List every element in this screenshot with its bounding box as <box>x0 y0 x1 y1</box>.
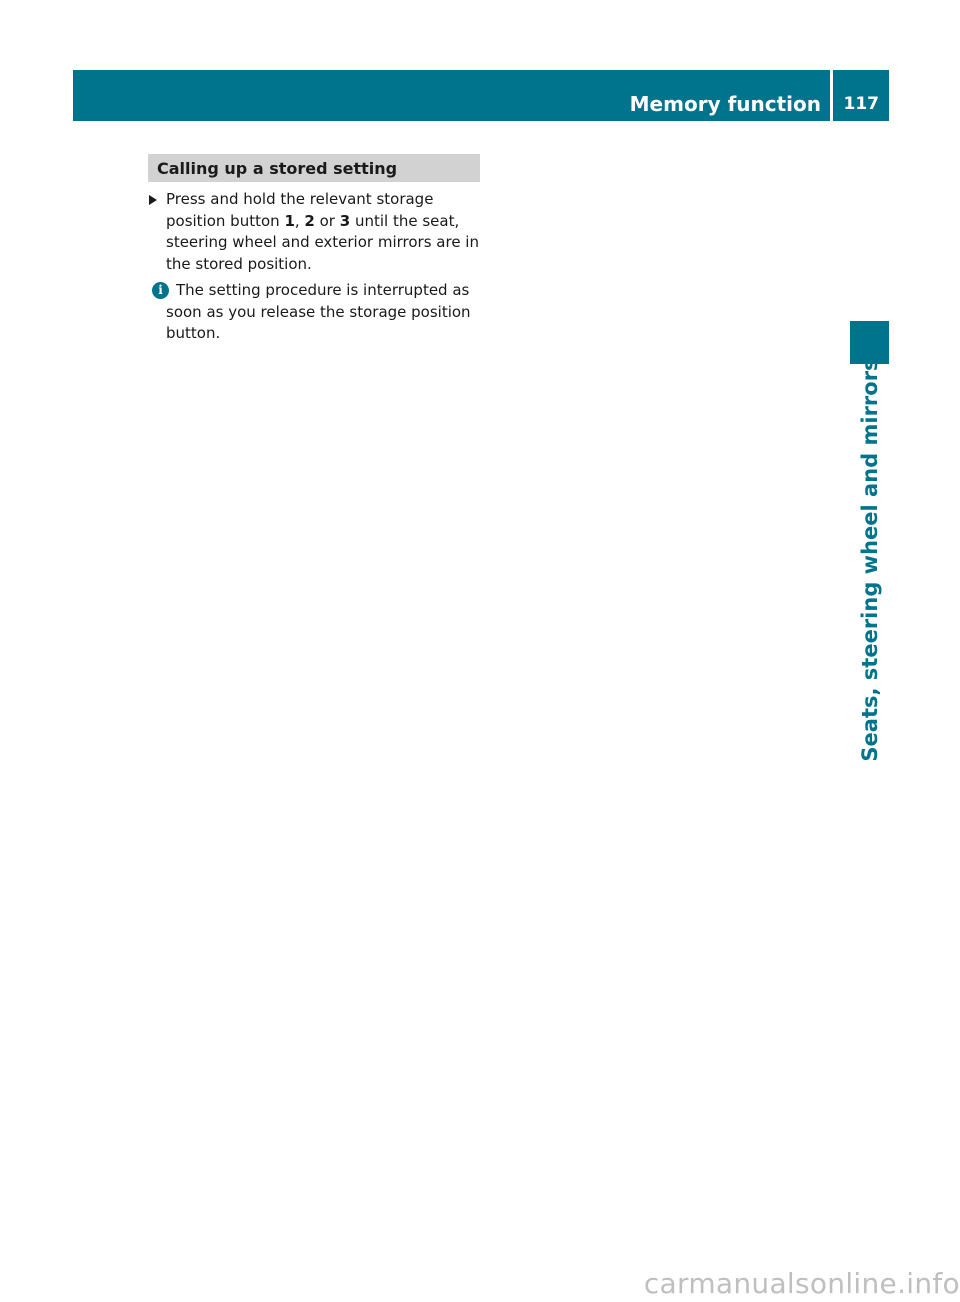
instruction-text <box>166 189 483 275</box>
separator: , <box>294 211 305 230</box>
header-divider <box>830 70 833 121</box>
instruction-text-part: Press and hold the relevant storage position button <box>166 190 434 230</box>
page-title: Memory function <box>629 92 821 116</box>
header-bar <box>73 70 889 121</box>
storage-button-3-ref: 3 <box>339 211 351 230</box>
storage-button-1-ref: 1 <box>284 211 295 230</box>
chapter-label-text: Seats, steering wheel and mirrors <box>857 358 882 762</box>
separator: or <box>314 211 340 230</box>
arrow-right-icon <box>149 195 157 205</box>
section-heading: Calling up a stored setting <box>148 154 480 182</box>
instruction-text-part: until the seat, steering wheel and exterior mirrors are in the stored position. <box>166 211 479 273</box>
info-icon: i <box>152 282 169 299</box>
watermark: carmanualsonline.info <box>643 1267 960 1300</box>
storage-button-2-ref: 2 <box>304 211 315 230</box>
page-number: 117 <box>843 94 879 114</box>
instruction-step <box>148 189 483 275</box>
chapter-label <box>850 358 889 762</box>
note-text: The setting procedure is interrupted as soon as you release the storage position button. <box>166 281 471 343</box>
info-note <box>148 280 478 345</box>
